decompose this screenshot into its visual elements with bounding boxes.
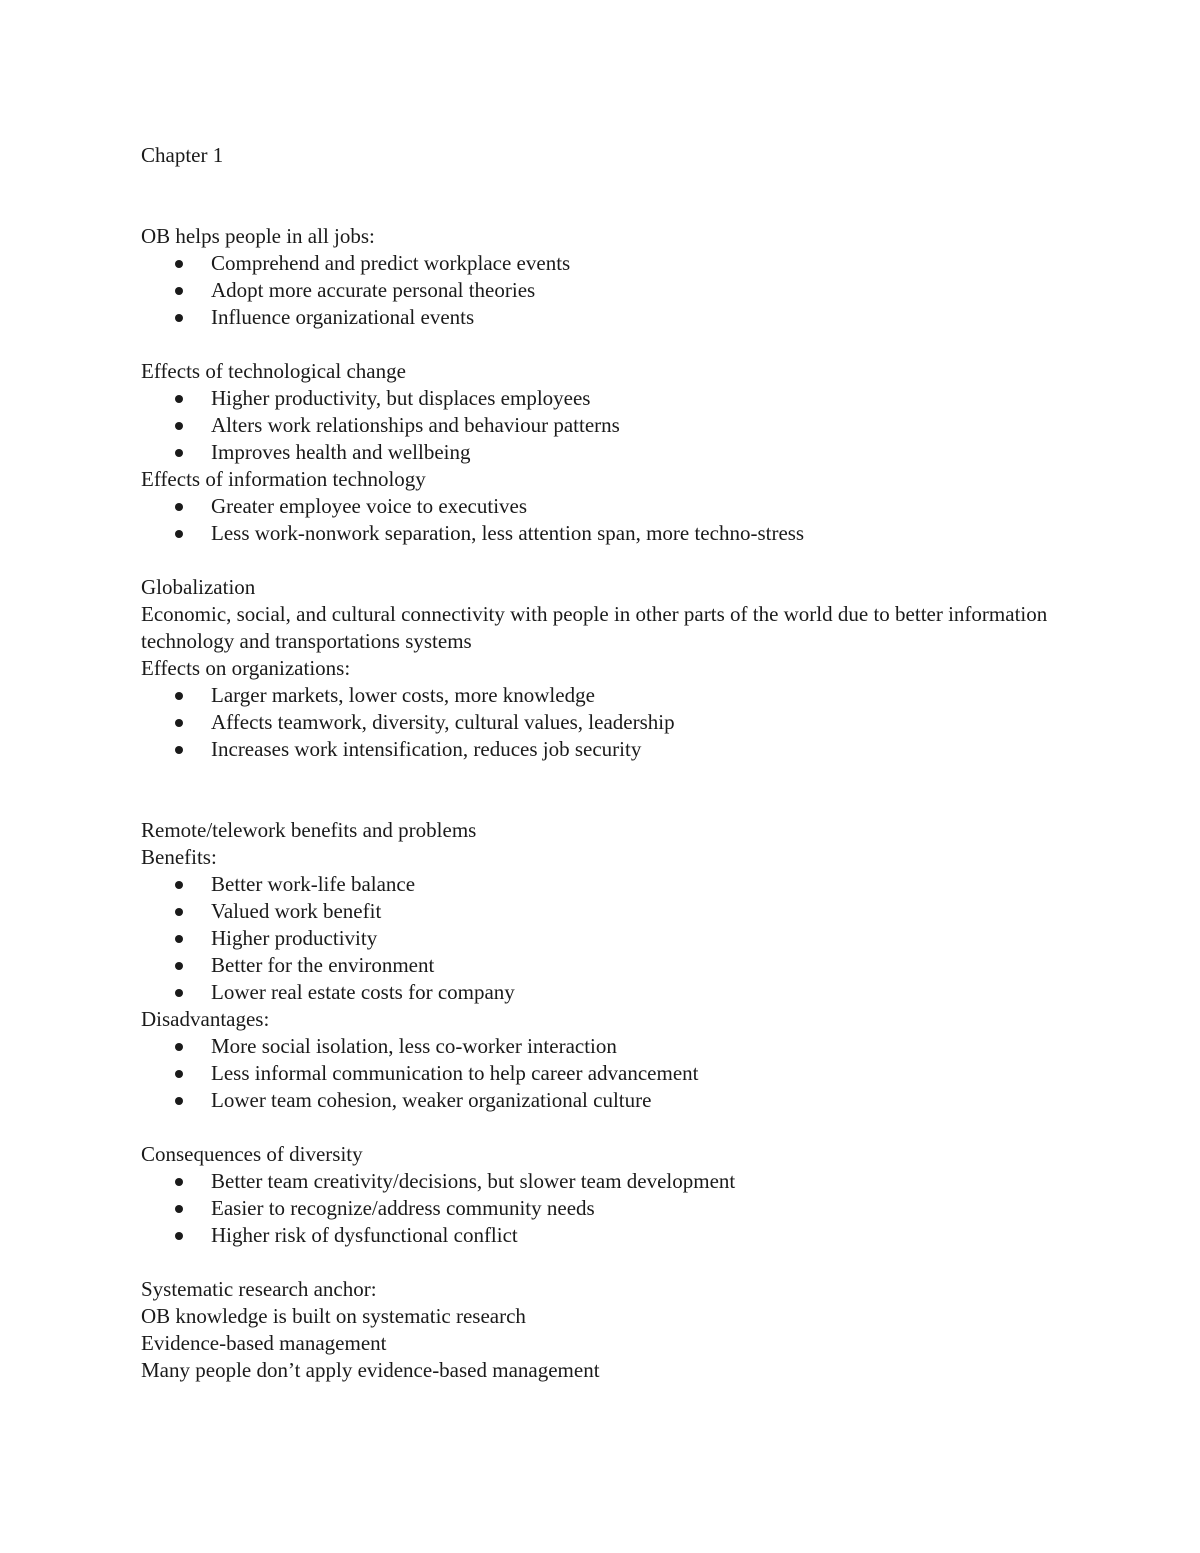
spacer (141, 547, 1081, 574)
spacer (141, 763, 1081, 817)
section-heading-info-tech: Effects of information technology (141, 467, 426, 491)
list-item: Better for the environment (211, 952, 1081, 979)
list-item: Affects teamwork, diversity, cultural values, leadership (211, 709, 1081, 736)
chapter-title: Chapter 1 (141, 143, 224, 167)
list-item: Improves health and wellbeing (211, 439, 1081, 466)
list-item: Increases work intensification, reduces job security (211, 736, 1081, 763)
list-item: Easier to recognize/address community needs (211, 1195, 1081, 1222)
disadvantages-label: Disadvantages: (141, 1007, 270, 1031)
research-line: OB knowledge is built on systematic research (141, 1304, 526, 1328)
list-item: Higher risk of dysfunctional conflict (211, 1222, 1081, 1249)
research-line: Evidence-based management (141, 1331, 387, 1355)
list-item: Larger markets, lower costs, more knowledge (211, 682, 1081, 709)
diversity-list (141, 1168, 1081, 1249)
benefits-list (141, 871, 1081, 1006)
list-item: Higher productivity (211, 925, 1081, 952)
list-item: Influence organizational events (211, 304, 1081, 331)
ob-helps-list (141, 250, 1081, 331)
list-item: Valued work benefit (211, 898, 1081, 925)
spacer (141, 331, 1081, 358)
globalization-list (141, 682, 1081, 763)
globalization-definition: Economic, social, and cultural connectivity with people in other parts of the world due to better information technology and transportations systems (141, 602, 1048, 653)
tech-change-list (141, 385, 1081, 466)
list-item: Lower real estate costs for company (211, 979, 1081, 1006)
list-item: Comprehend and predict workplace events (211, 250, 1081, 277)
document-page (141, 142, 1081, 1384)
research-line: Many people don’t apply evidence-based management (141, 1358, 600, 1382)
list-item: Lower team cohesion, weaker organizational culture (211, 1087, 1081, 1114)
list-item: Less work-nonwork separation, less attention span, more techno-stress (211, 520, 1081, 547)
list-item: Better team creativity/decisions, but slower team development (211, 1168, 1081, 1195)
section-heading-globalization: Globalization (141, 575, 256, 599)
spacer (141, 1249, 1081, 1276)
list-item: Better work-life balance (211, 871, 1081, 898)
list-item: Alters work relationships and behaviour patterns (211, 412, 1081, 439)
disadvantages-list (141, 1033, 1081, 1114)
info-tech-list (141, 493, 1081, 547)
benefits-label: Benefits: (141, 845, 217, 869)
spacer (141, 1114, 1081, 1141)
list-item: Higher productivity, but displaces employees (211, 385, 1081, 412)
spacer (141, 169, 1081, 223)
list-item: Greater employee voice to executives (211, 493, 1081, 520)
globalization-subheading: Effects on organizations: (141, 656, 351, 680)
list-item: Less informal communication to help career advancement (211, 1060, 1081, 1087)
section-heading-tech-change: Effects of technological change (141, 359, 406, 383)
section-heading-ob-helps: OB helps people in all jobs: (141, 224, 375, 248)
section-heading-remote: Remote/telework benefits and problems (141, 818, 477, 842)
list-item: Adopt more accurate personal theories (211, 277, 1081, 304)
list-item: More social isolation, less co-worker interaction (211, 1033, 1081, 1060)
section-heading-research: Systematic research anchor: (141, 1277, 377, 1301)
section-heading-diversity: Consequences of diversity (141, 1142, 363, 1166)
